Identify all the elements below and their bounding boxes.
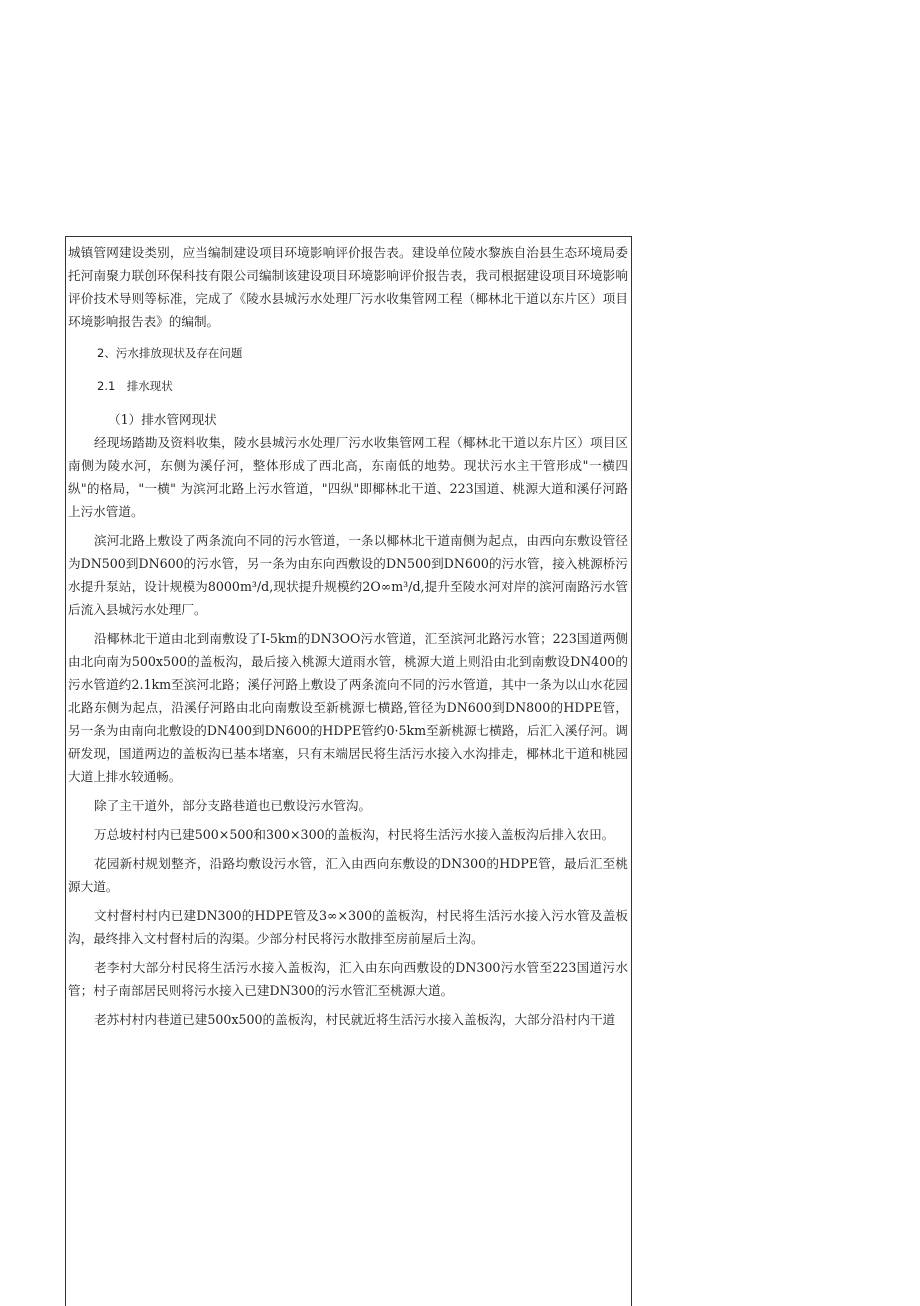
paragraph-branch-roads: 除了主干道外，部分支路巷道也已敷设污水管沟。 <box>94 798 372 813</box>
intro-paragraph: 城镇管网建设类别，应当编制建设项目环境影响评价报告表。建设单位陵水黎族自治县生态环境局委托河南聚力联创环保科技有限公司编制该建设项目环境影响评价报告表，我司根据建设项目环境影响评价技术导则等标准，完成了《陵水县城污水处理厂污水收集管网工程（椰林北干道以东片区）项目环境影响报告表》的编制。 <box>68 245 628 329</box>
document-body <box>68 241 628 1031</box>
paragraph-site-survey: 经现场踏勘及资料收集，陵水县城污水处理厂污水收集管网工程（椰林北干道以东片区）项目区南侧为陵水河，东侧为溪仔河，整体形成了西北高，东南低的地势。现状污水主干管形成"一横四纵"的格局，"一横" 为滨河北路上污水管道，"四纵"即椰林北干道、223国道、桃源大道和溪仔河路上污水管道。 <box>68 435 628 519</box>
paragraph-binhe-north-road: 滨河北路上敷设了两条流向不同的污水管道，一条以椰林北干道南侧为起点，由西向东敷设管径为DN500到DN600的污水管，另一条为由东向西敷设的DN500到DN600的污水管，接入桃源桥污水提升泵站，设计规模为8000m³/d,现状提升规模约2O∞m³/d,提升至陵水河对岸的滨河南路污水管后流入县城污水处理厂。 <box>68 533 628 617</box>
paragraph-yelin-north-trunk: 沿椰林北干道由北到南敷设了I-5km的DN3OO污水管道，汇至滨河北路污水管；223国道两侧由北向南为500x500的盖板沟，最后接入桃源大道雨水管，桃源大道上则沿由北到南敷设DN400的污水管道约2.1km至滨河北路；溪仔河路上敷设了两条流向不同的污水管道，其中一条为以山水花园北路东侧为起点，沿溪仔河路由北向南敷设至新桃源七横路,管径为DN600到DN800的HDPE管，另一条为由南向北敷设的DN400到DN600的HDPE管约0·5km至新桃源七横路，后汇入溪仔河。调研发现，国道两边的盖板沟已基本堵塞，只有末端居民将生活污水接入水沟排走，椰林北干道和桃园大道上排水较通畅。 <box>68 631 628 784</box>
paragraph-huayuan-new-village: 花园新村规划整齐，沿路均敷设污水管，汇入由西向东敷设的DN300的HDPE管，最后汇至桃源大道。 <box>68 856 628 894</box>
paragraph-laosu-village: 老苏村村内巷道已建500x500的盖板沟，村民就近将生活污水接入盖板沟，大部分沿村内干道 <box>94 1012 616 1027</box>
section-heading-2: 2、污水排放现状及存在问题 <box>97 346 243 360</box>
paragraph-wencundu-village: 文村督村村内已建DN300的HDPE管及3∞×300的盖板沟，村民将生活污水接入污水管及盖板沟，最终排入文村督村后的沟渠。少部分村民将污水散排至房前屋后土沟。 <box>68 908 628 946</box>
paragraph-wanzongpo-village: 万总坡村村内已建500×500和300×300的盖板沟，村民将生活污水接入盖板沟后排入农田。 <box>94 827 615 842</box>
document-table-frame <box>65 236 632 1306</box>
paragraph-laoli-village: 老李村大部分村民将生活污水接入盖板沟，汇入由东向西敷设的DN300污水管至223国道污水管；村子南部居民则将污水接入已建DN300的污水管汇至桃源大道。 <box>68 960 628 998</box>
section-heading-2-1: 2.1 排水现状 <box>97 379 173 393</box>
subsection-heading-pipe-network: （1）排水管网现状 <box>108 412 217 427</box>
